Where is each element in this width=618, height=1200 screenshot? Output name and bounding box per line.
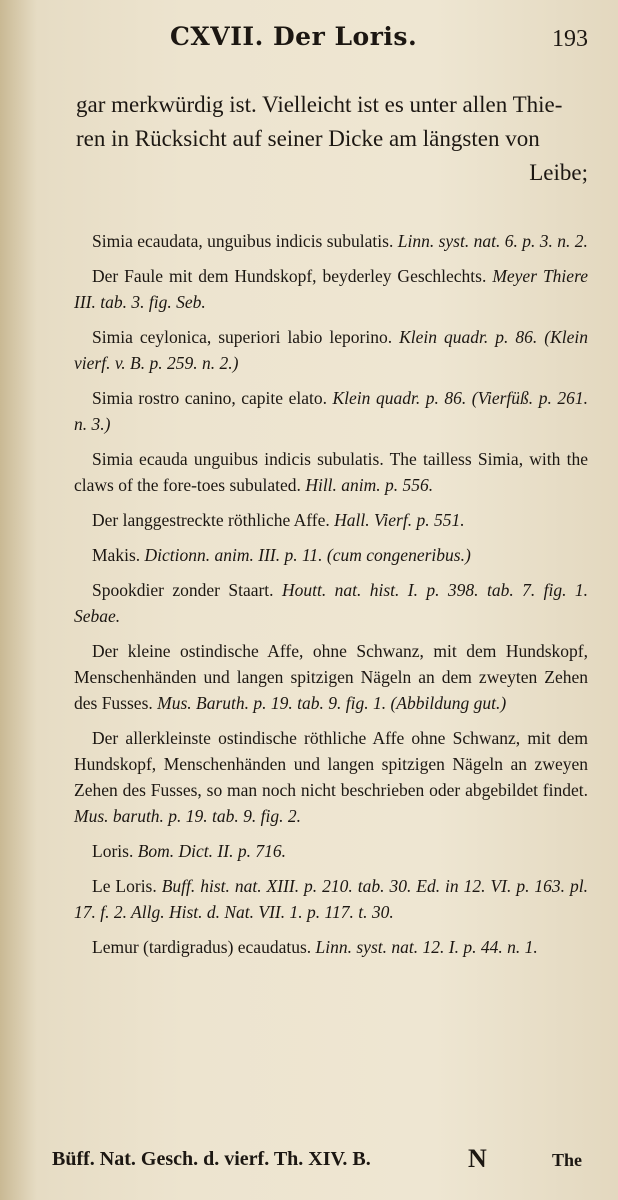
entry-text: Der langgestreckte röthliche Affe.	[92, 510, 330, 530]
intro-line: ren in Rücksicht auf seiner Dicke am längsten von	[76, 126, 540, 151]
entry-reference: Linn. syst. nat. 6. p. 3. n. 2.	[397, 231, 588, 251]
entry-reference: Mus. baruth. p. 19. tab. 9. fig. 2.	[74, 806, 302, 826]
entry-reference: Klein quadr. p. 86. (Vierfüß. p. 261. n. 3.)	[74, 388, 588, 434]
entry-text: Simia rostro canino, capite elato.	[92, 388, 327, 408]
entry-text: Der kleine ostindische Affe, ohne Schwanz, mit dem Hundskopf, Menschenhänden und langen spitzigen Nägeln an dem zweyten Zehen des Fusses.	[74, 641, 588, 713]
entry-text: Spookdier zonder Staart.	[92, 580, 274, 600]
entry-text: Loris.	[92, 841, 134, 861]
synonym-entry	[74, 873, 588, 925]
synonym-entry	[74, 542, 588, 568]
entry-reference: Klein quadr. p. 86. (Klein vierf. v. B. p. 259. n. 2.)	[74, 327, 588, 373]
entry-reference: Dictionn. anim. III. p. 11. (cum congeneribus.)	[144, 545, 471, 565]
entry-reference: Hill. anim. p. 556.	[305, 475, 434, 495]
signature-mark: N	[468, 1144, 487, 1173]
entry-reference: Bom. Dict. II. p. 716.	[137, 841, 286, 861]
intro-line: Leibe;	[529, 160, 588, 185]
synonym-entry	[74, 263, 588, 315]
intro-line: gar merkwürdig ist. Vielleicht ist es unter allen Thie-	[76, 92, 563, 117]
entry-reference: Mus. Baruth. p. 19. tab. 9. fig. 1. (Abbildung gut.)	[157, 693, 507, 713]
entry-reference: Hall. Vierf. p. 551.	[334, 510, 465, 530]
synonym-entry	[74, 385, 588, 437]
intro-paragraph	[76, 88, 588, 190]
entry-reference: Meyer Thiere III. tab. 3. fig. Seb.	[74, 266, 588, 312]
entry-text: Simia ceylonica, superiori labio leporino.	[92, 327, 393, 347]
synonym-entry	[74, 934, 588, 960]
synonym-entry	[74, 228, 588, 254]
catchword: The	[552, 1150, 583, 1170]
synonymy-list	[74, 228, 588, 969]
entry-text: Der allerkleinste ostindische röthliche Affe ohne Schwanz, mit dem Hundskopf, Menschenhänden und langen spitzigen Nägeln an zweyen Zehen des Fusses, so man noch nicht beschrieben oder abgebildet findet.	[74, 728, 588, 800]
entry-text: Makis.	[92, 545, 141, 565]
entry-text: Simia ecauda unguibus indicis subulatis. The tailless Simia, with the claws of the fore-toes subulated.	[74, 449, 588, 495]
entry-text: Der Faule mit dem Hundskopf, beyderley Geschlechts.	[92, 266, 487, 286]
synonym-entry	[74, 446, 588, 498]
running-header	[0, 20, 618, 60]
page-footer	[0, 1144, 618, 1184]
entry-reference: Linn. syst. nat. 12. I. p. 44. n. 1.	[315, 937, 538, 957]
entry-reference: Buff. hist. nat. XIII. p. 210. tab. 30. Ed. in 12. VI. p. 163. pl. 17. f. 2. Allg. Hist. d. Nat. VII. 1. p. 117. t. 30.	[74, 876, 589, 922]
synonym-entry	[74, 838, 588, 864]
chapter-title: CXVII. Der Loris.	[170, 22, 418, 51]
synonym-entry	[74, 507, 588, 533]
entry-text: Le Loris.	[92, 876, 157, 896]
synonym-entry	[74, 638, 588, 716]
synonym-entry	[74, 725, 588, 829]
entry-text: Simia ecaudata, unguibus indicis subulatis.	[92, 231, 394, 251]
entry-reference: Houtt. nat. hist. I. p. 398. tab. 7. fig. 1. Sebae.	[74, 580, 589, 626]
synonym-entry	[74, 577, 588, 629]
entry-text: Lemur (tardigradus) ecaudatus.	[92, 937, 312, 957]
signature-line: Büff. Nat. Gesch. d. vierf. Th. XIV. B.	[52, 1148, 371, 1170]
page-number: 193	[552, 26, 588, 52]
synonym-entry	[74, 324, 588, 376]
